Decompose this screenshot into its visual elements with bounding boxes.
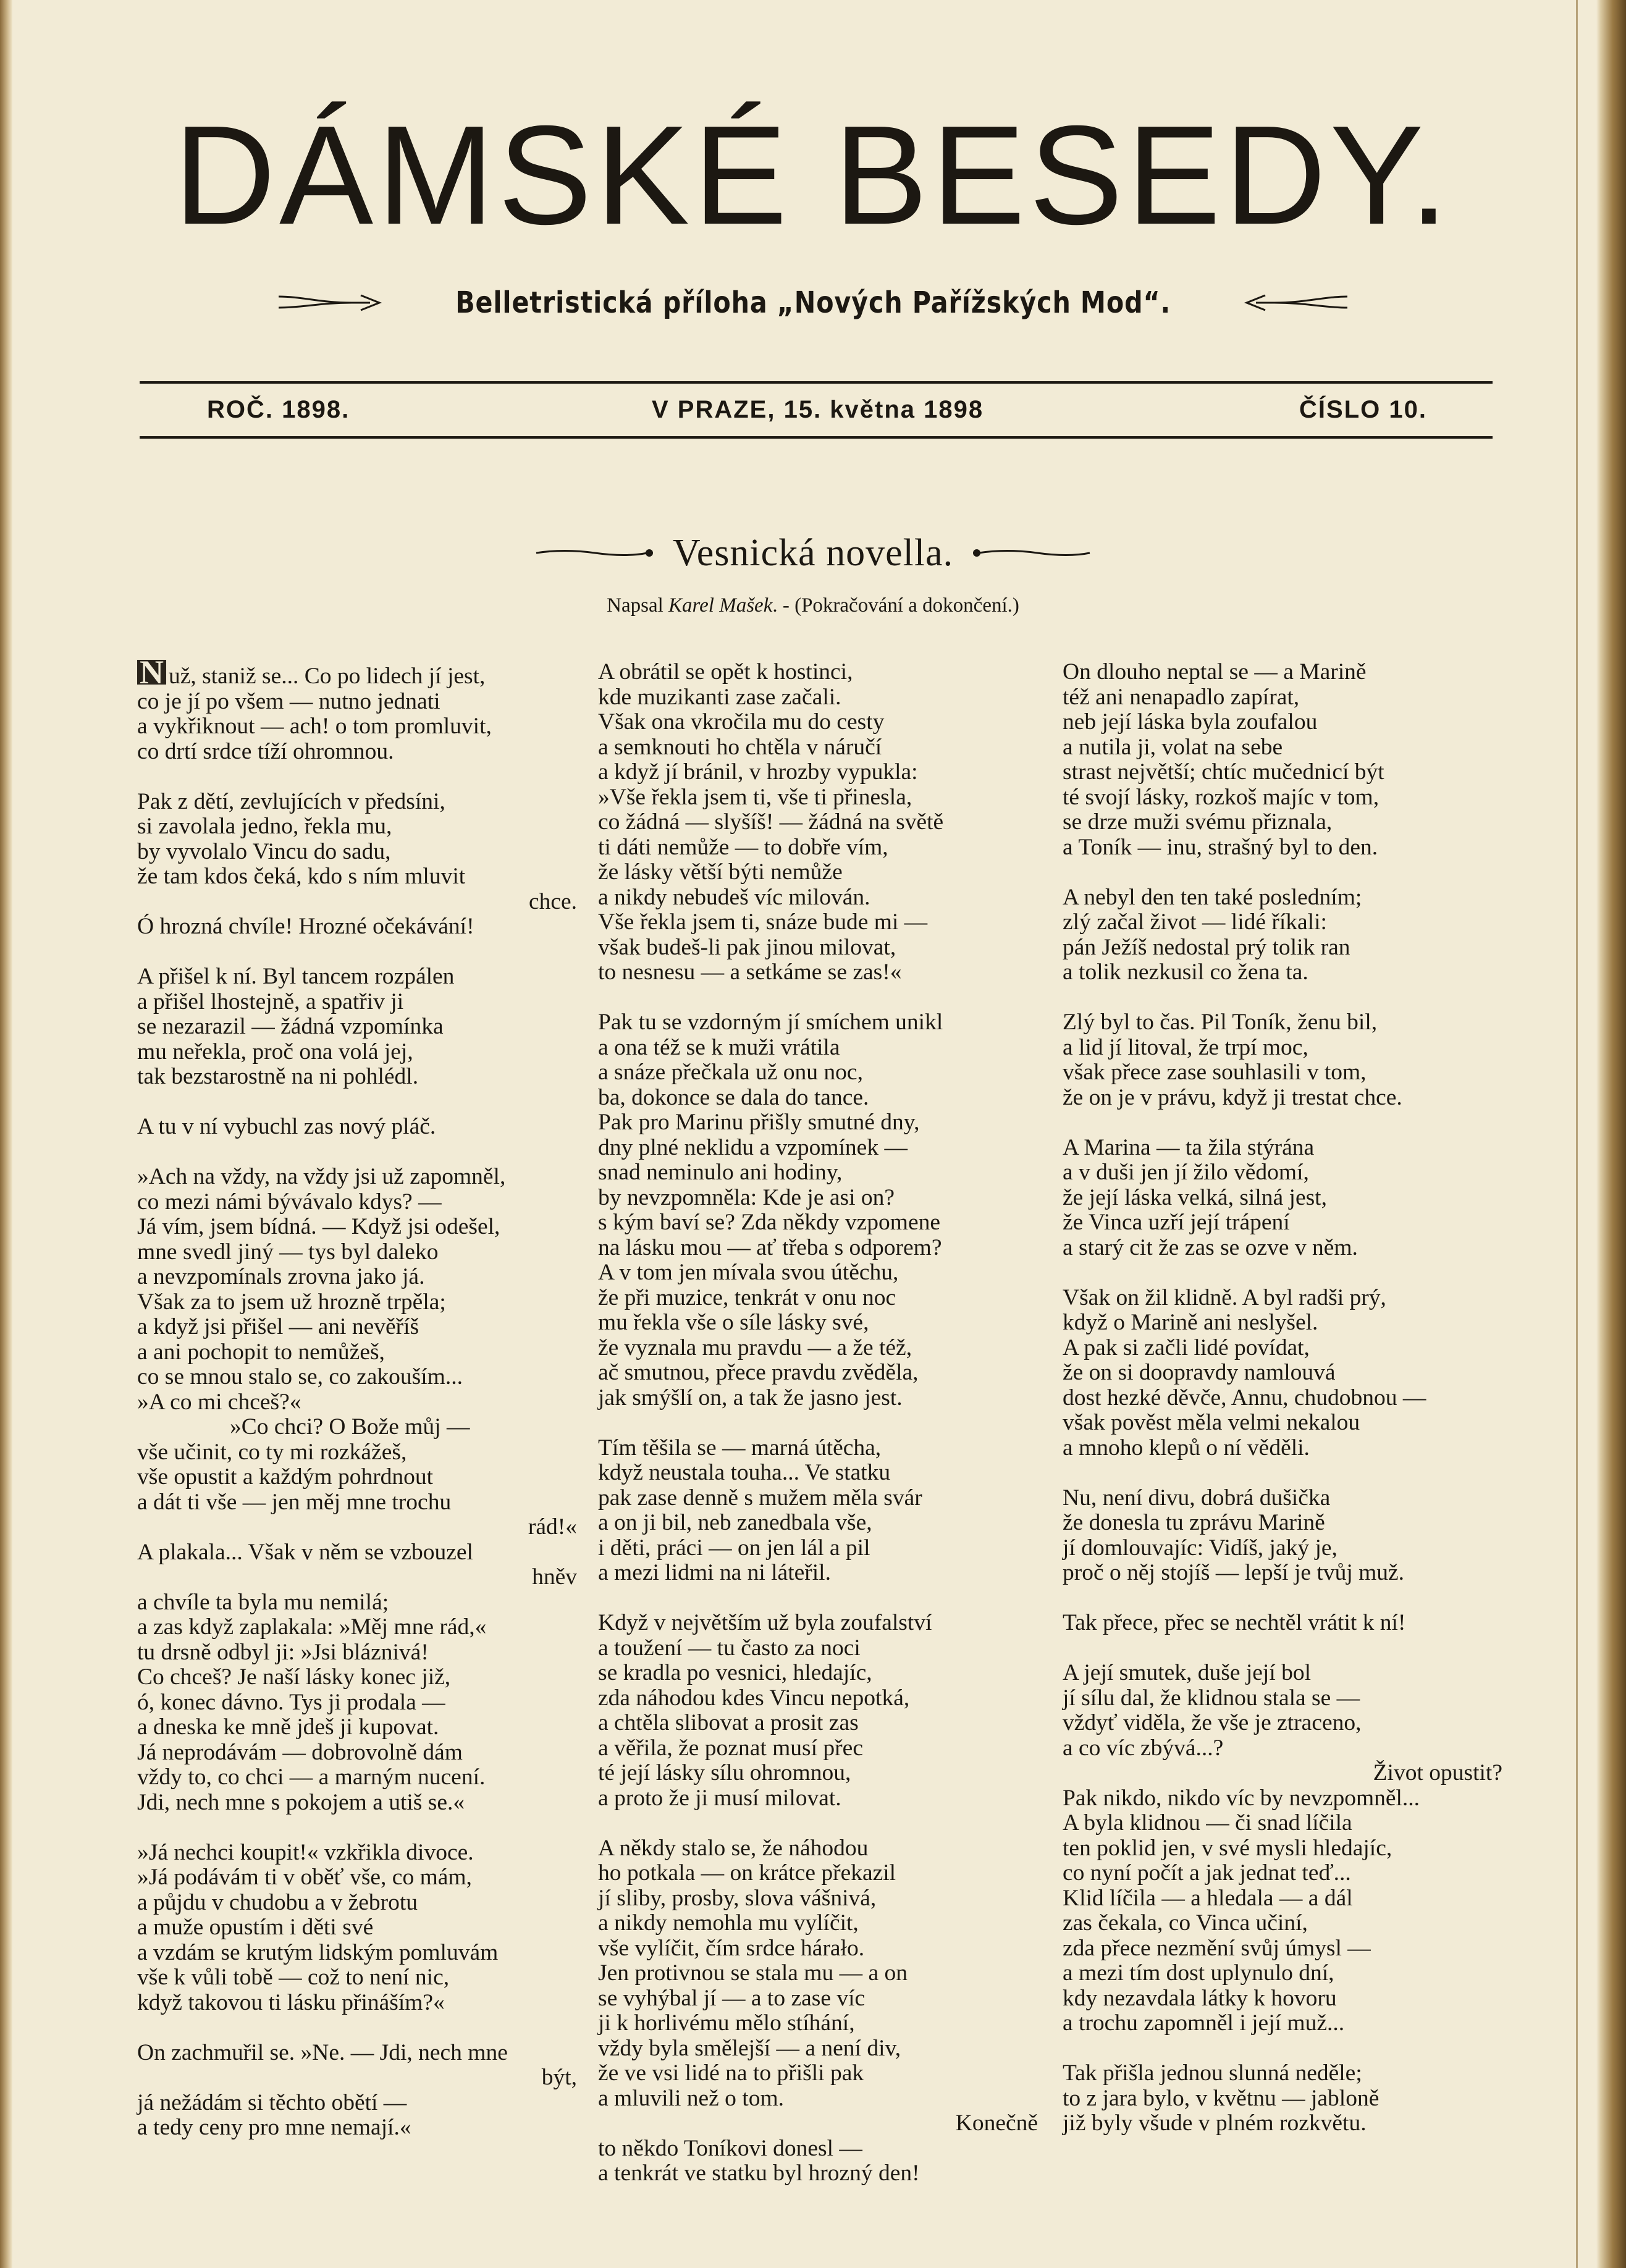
verse-line: že on je v právu, když ji trestat chce. <box>1063 1084 1402 1110</box>
masthead-year: ROČ. 1898. <box>207 396 350 423</box>
text-column-2 <box>598 660 1055 2186</box>
verse-line: být, <box>541 2065 577 2090</box>
verse-line: neb její láska byla zoufalou <box>1063 709 1318 735</box>
verse-line: Však za to jsem už hrozně trpěla; <box>137 1289 446 1315</box>
verse-line: a ani pochopit to nemůžeš, <box>137 1339 385 1365</box>
verse-line: že donesla tu zprávu Marině <box>1063 1510 1325 1535</box>
verse-line: A plakala... Však v něm se vzbouzel <box>137 1539 473 1565</box>
subtitle: Belletristická příloha „Nových Pařížských Mod“. <box>455 285 1171 320</box>
verse-line: že tam kdos čeká, kdo s ním mluvit <box>137 864 466 889</box>
verse-line: Však ona vkročila mu do cesty <box>598 709 885 735</box>
verse-line: a nevzpomínals zrovna jako já. <box>137 1264 425 1289</box>
verse-line: Však on žil klidně. A byl radši prý, <box>1063 1284 1386 1310</box>
verse-line: A pak si začli lidé povídat, <box>1063 1334 1310 1360</box>
byline <box>0 594 1626 617</box>
verse-line: co je jí po všem — nutno jednati <box>137 688 440 714</box>
verse-line: vždy byla smělejší — a není div, <box>598 2035 901 2061</box>
verse-line: ti dáti nemůže — to dobře vím, <box>598 834 888 860</box>
verse-line: si zavolala jedno, řekla mu, <box>137 814 392 839</box>
verse-line: zlý začal život — lidé říkali: <box>1063 909 1327 935</box>
verse-line: a chvíle ta byla mu nemilá; <box>137 1589 389 1615</box>
verse-line: a semknouti ho chtěla v náručí <box>598 734 882 760</box>
page-title: DÁMSKÉ BESEDY. <box>174 97 1452 254</box>
verse-line: že lásky větší býti nemůže <box>598 859 843 885</box>
verse-line: Klid líčila — a hledala — a dál <box>1063 1885 1353 1911</box>
verse-line: když neustala touha... Ve statku <box>598 1460 891 1485</box>
page-edge-left <box>0 0 12 2268</box>
drop-cap: N <box>137 660 166 685</box>
verse-line: vše opustit a každým pohrdnout <box>137 1464 434 1490</box>
verse-line: té svojí lásky, rozkoš majíc v tom, <box>1063 784 1380 810</box>
byline-prefix: Napsal <box>607 594 663 617</box>
verse-line: i děti, práci — on jen lál a pil <box>598 1535 870 1561</box>
verse-line: vše vylíčit, čím srdce hárało. <box>598 1935 865 1961</box>
verse-line: to někdo Toníkovi donesl — <box>598 2135 862 2161</box>
verse-line: té její lásky sílu ohromnou, <box>598 1760 851 1785</box>
verse-line: a dneska ke mně jdeš ji kupovat. <box>137 1714 439 1740</box>
masthead-place-date: V PRAZE, 15. května 1898 <box>652 396 984 423</box>
verse-line: a věřila, že poznat musí přec <box>598 1735 863 1761</box>
verse-line: že při muzice, tenkrát v onu noc <box>598 1284 896 1310</box>
verse-line: a nikdy nemohla mu vylíčit, <box>598 1910 859 1936</box>
verse-line: tu drsně odbyl ji: »Jsi bláznivá! <box>137 1639 429 1665</box>
stanza-gap <box>1063 1461 1520 1486</box>
verse-line: jí domlouvajíc: Vidíš, jaký je, <box>1063 1535 1337 1561</box>
verse-line: jí sílu dal, že klidnou stala se — <box>1063 1685 1360 1711</box>
verse-line: dost hezké děvče, Annu, chudobnou — <box>1063 1385 1426 1410</box>
article-heading <box>0 528 1626 578</box>
verse-line: a zas když zaplakala: »Měj mne rád,« <box>137 1614 487 1640</box>
verse-line: Vše řekla jsem ti, snáze bude mi — <box>598 909 928 935</box>
verse-line: a vzdám se krutým lidským pomluvám <box>137 1939 499 1965</box>
verse-line: A přišel k ní. Byl tancem rozpálen <box>137 964 455 989</box>
verse-line: A Marina — ta žila stýrána <box>1063 1134 1315 1160</box>
verse-line: zda přece nezmění svůj úmysl — <box>1063 1935 1371 1961</box>
verse-line: a vykřiknout — ach! o tom promluvit, <box>137 714 492 739</box>
verse-line: ten poklid jen, v své mysli hledajíc, <box>1063 1835 1392 1861</box>
verse-line: »Ach na vždy, na vždy jsi už zapomněl, <box>137 1164 506 1189</box>
stanza-gap <box>137 940 594 965</box>
verse-line: mu řekla vše o síle lásky své, <box>598 1310 869 1335</box>
masthead-issue: ČÍSLO 10. <box>1299 396 1427 423</box>
verse-line: však budeš-li pak jinou milovat, <box>598 934 896 960</box>
verse-line: když takovou ti lásku přináším?« <box>137 1989 445 2015</box>
masthead-rule-top <box>140 381 1493 384</box>
verse-line: tak bezstarostně na ni pohlédl. <box>137 1064 419 1089</box>
verse-line: já nežádám si těchto obětí — <box>137 2089 407 2115</box>
verse-line: mne svedl jiný — tys byl daleko <box>137 1239 439 1265</box>
text-column-3 <box>1063 660 1520 2136</box>
verse-line: a nikdy nebudeš víc milován. <box>598 884 870 910</box>
verse-line: On zachmuřil se. »Ne. — Jdi, nech mne <box>137 2039 508 2065</box>
verse-line: Konečně <box>955 2110 1038 2136</box>
verse-line: a když jí bránil, v hrozby vypukla: <box>598 759 918 785</box>
verse-line: a snáze přečkala už onu noc, <box>598 1060 863 1085</box>
verse-line: chce. <box>528 888 577 914</box>
ornament-left-icon <box>533 544 657 562</box>
verse-line: a dát ti vše — jen měj mne trochu <box>137 1489 452 1515</box>
stanza-gap <box>137 1815 594 1840</box>
verse-line: A v tom jen mívala svou útěchu, <box>598 1260 899 1285</box>
verse-line: by nevzpomněla: Kde je asi on? <box>598 1184 895 1210</box>
verse-line: a přišel lhostejně, a spatřiv ji <box>137 989 404 1014</box>
verse-line: co nyní počít a jak jednat teď... <box>1063 1860 1351 1886</box>
verse-line: Pak pro Marinu přišly smutné dny, <box>598 1110 920 1135</box>
text-column-1 <box>137 654 594 2141</box>
arrow-right-icon <box>277 289 382 316</box>
stanza-gap <box>1063 2036 1520 2062</box>
byline-suffix: . - (Pokračování a dokončení.) <box>772 594 1019 617</box>
verse-line: snad neminulo ani hodiny, <box>598 1160 843 1185</box>
verse-line: ač smutnou, přece pravdu zvěděla, <box>598 1360 919 1385</box>
byline-author: Karel Mašek <box>668 594 773 617</box>
verse-line: »Co chci? O Bože můj — <box>230 1414 470 1440</box>
verse-line: to nesnesu — a setkáme se zas!« <box>598 959 902 985</box>
verse-line: pak zase denně s mužem měla svár <box>598 1485 922 1511</box>
verse-line: by vyvolalo Vincu do sadu, <box>137 838 391 864</box>
verse-line: se kradla po vesnici, hledajíc, <box>598 1660 872 1685</box>
verse-line: zda náhodou kdes Vincu nepotká, <box>598 1685 910 1711</box>
verse-line: a trochu zapomněl i její muž... <box>1063 2010 1345 2036</box>
verse-line: a on ji bil, neb zanedbala vše, <box>598 1510 872 1535</box>
verse-line: a co víc zbývá...? <box>1063 1735 1224 1761</box>
stanza-gap <box>1063 1110 1520 1136</box>
verse-line: však pověst měla velmi nekalou <box>1063 1410 1360 1435</box>
verse-line: co se mnou stalo se, co zakouším... <box>137 1364 463 1389</box>
stanza-gap <box>598 985 1055 1011</box>
page-edge-right <box>1596 0 1626 2268</box>
stanza-gap <box>598 1811 1055 1836</box>
article-title: Vesnická novella. <box>672 531 954 574</box>
verse-line: a lid jí litoval, že trpí moc, <box>1063 1034 1308 1060</box>
verse-line: ó, konec dávno. Tys ji prodala — <box>137 1689 445 1715</box>
verse-line: a proto že ji musí milovat. <box>598 1785 841 1811</box>
verse-line: vždyť viděla, že vše je ztraceno, <box>1063 1710 1362 1735</box>
verse-line: »A co mi chceš?« <box>137 1389 301 1415</box>
verse-line: již byly všude v plném rozkvětu. <box>1063 2110 1367 2136</box>
verse-line: a tedy ceny pro mne nemají.« <box>137 2115 411 2140</box>
verse-line: a Toník — inu, strašný byl to den. <box>1063 834 1378 860</box>
verse-line: Tím těšila se — marná útěcha, <box>598 1435 882 1461</box>
verse-line: a když jsi přišel — ani nevěříš <box>137 1314 419 1339</box>
verse-line: a toužení — tu často za noci <box>598 1635 861 1661</box>
verse-line: ji k horlivému mělo stíhání, <box>598 2010 855 2036</box>
stanza-gap <box>137 1140 594 1165</box>
verse-line: se drze muži svému přiznala, <box>1063 809 1333 835</box>
subtitle-row <box>0 281 1626 324</box>
verse-line: Ó hrozná chvíle! Hrozné očekávání! <box>137 914 474 939</box>
verse-line: A její smutek, duše její bol <box>1063 1660 1312 1685</box>
verse-line: Pak nikdo, nikdo víc by nevzpomněl... <box>1063 1785 1420 1811</box>
verse-line: a mezi tím dost uplynulo dní, <box>1063 1960 1334 1986</box>
verse-line: a půjdu v chudobu a v žebrotu <box>137 1889 418 1915</box>
verse-line: však přece zase souhlasili v tom, <box>1063 1060 1367 1085</box>
verse-line: »Já podávám ti v oběť vše, co mám, <box>137 1865 472 1890</box>
verse-line: že její láska velká, silná jest, <box>1063 1184 1327 1210</box>
verse-line: a mluvili než o tom. <box>598 2085 784 2111</box>
stanza-gap <box>598 1586 1055 1611</box>
verse-line: se nezarazil — žádná vzpomínka <box>137 1014 444 1039</box>
verse-line: Jdi, nech mne s pokojem a utiš se.« <box>137 1789 465 1815</box>
stanza-gap <box>1063 985 1520 1011</box>
first-line <box>137 654 594 691</box>
verse-line: též ani nenapadlo zapírat, <box>1063 684 1300 710</box>
verse-line: jí sliby, prosby, slova vášnivá, <box>598 1885 877 1911</box>
verse-line: a ona též se k muži vrátila <box>598 1034 840 1060</box>
verse-line: Já neprodávám — dobrovolně dám <box>137 1739 463 1765</box>
verse-line: ba, dokonce se dala do tance. <box>598 1084 869 1110</box>
verse-line: A někdy stalo se, že náhodou <box>598 1835 869 1861</box>
verse-line: co drtí srdce tíží ohromnou. <box>137 738 394 764</box>
verse-line: ho potkala — on krátce překazil <box>598 1860 896 1886</box>
verse-line: »Já nechci koupit!« vzkřikla divoce. <box>137 1839 474 1865</box>
verse-line: a muže opustím i děti své <box>137 1915 374 1940</box>
verse-line: a tenkrát ve statku byl hrozný den! <box>598 2161 920 2186</box>
verse-line: A byla klidnou — či snad líčila <box>1063 1810 1352 1836</box>
masthead-rule-bottom <box>140 436 1493 439</box>
verse-line: Pak z dětí, zevlujících v předsíni, <box>137 788 445 814</box>
stanza-gap <box>598 1410 1055 1436</box>
verse-line: mu neřekla, proč ona volá jej, <box>137 1039 413 1064</box>
verse-line: že on si doopravdy namlouvá <box>1063 1360 1336 1385</box>
verse-line: a mezi lidmi na ni láteřil. <box>598 1560 831 1585</box>
verse-line: co žádná — slyšíš! — žádná na světě <box>598 809 944 835</box>
verse-line: rád!« <box>528 1514 577 1540</box>
verse-line: a mnoho klepů o ní věděli. <box>1063 1435 1310 1461</box>
verse-line: vše k vůli tobě — což to není nic, <box>137 1965 450 1990</box>
stanza-gap <box>137 1090 594 1115</box>
verse-line: na lásku mou — ať třeba s odporem? <box>598 1234 942 1260</box>
verse-line: A nebyl den ten také posledním; <box>1063 884 1362 910</box>
verse-line: On dlouho neptal se — a Marině <box>1063 659 1367 685</box>
verse-line: jak smýšlí on, a tak že jasno jest. <box>598 1385 903 1410</box>
stanza-gap <box>1063 860 1520 885</box>
stanza-gap <box>1063 1260 1520 1286</box>
verse-line: když o Marině ani neslyšel. <box>1063 1310 1318 1335</box>
verse-line: Pak tu se vzdorným jí smíchem unikl <box>598 1010 943 1035</box>
first-line-text: už, staniž se... Co po lidech jí jest, <box>169 664 486 689</box>
verse-line: A tu v ní vybuchl zas nový pláč. <box>137 1114 436 1139</box>
verse-line: kde muzikanti zase začali. <box>598 684 841 710</box>
verse-line: a starý cit že zas se ozve v něm. <box>1063 1234 1358 1260</box>
verse-line: se vyhýbal jí — a to zase víc <box>598 1985 866 2011</box>
stanza-gap <box>1063 1636 1520 1661</box>
stanza-gap <box>1063 1586 1520 1611</box>
verse-line: Když v největším už byla zoufalství <box>598 1610 932 1635</box>
verse-line: Co chceš? Je naší lásky konec již, <box>137 1664 451 1690</box>
verse-line: že Vinca uzří její trápení <box>1063 1210 1290 1235</box>
verse-line: že ve vsi lidé na to přišli pak <box>598 2060 864 2086</box>
verse-line: »Vše řekla jsem ti, vše ti přinesla, <box>598 784 912 810</box>
verse-line: zas čekala, co Vinca učiní, <box>1063 1910 1308 1936</box>
verse-line: vždy to, co chci — a marným nucení. <box>137 1764 486 1790</box>
verse-line: strast největší; chtíc mučednicí být <box>1063 759 1384 785</box>
stanza-gap <box>137 764 594 790</box>
verse-line: kdy nezavdala látky k hovoru <box>1063 1985 1337 2011</box>
verse-line: Zlý byl to čas. Pil Toník, ženu bil, <box>1063 1010 1378 1035</box>
verse-line: a v duši jen jí žilo vědomí, <box>1063 1160 1309 1185</box>
verse-line: Nu, není divu, dobrá dušička <box>1063 1485 1331 1511</box>
verse-line: a nutila ji, volat na sebe <box>1063 734 1283 760</box>
verse-line: Já vím, jsem bídná. — Když jsi odešel, <box>137 1214 500 1239</box>
verse-line: hněv <box>532 1564 577 1590</box>
arrow-left-icon <box>1244 289 1349 316</box>
verse-line: pán Ježíš nedostal prý tolik ran <box>1063 934 1350 960</box>
verse-line: proč o něj stojíš — lepší je tvůj muž. <box>1063 1560 1405 1585</box>
ornament-right-icon <box>969 544 1093 562</box>
verse-line: vše učinit, co ty mi rozkážeš, <box>137 1439 407 1465</box>
verse-line: že vyznala mu pravdu — a že též, <box>598 1334 912 1360</box>
verse-line: dny plné neklidu a vzpomínek — <box>598 1134 908 1160</box>
binding-line <box>1576 0 1578 2268</box>
verse-line: s kým baví se? Zda někdy vzpomene <box>598 1210 941 1235</box>
verse-line: a chtěla slibovat a prosit zas <box>598 1710 859 1735</box>
verse-line: A obrátil se opět k hostinci, <box>598 659 853 685</box>
verse-line: Jen protivnou se stala mu — a on <box>598 1960 908 1986</box>
verse-line: co mezi námi bývávalo kdys? — <box>137 1189 442 1215</box>
verse-line: Tak přece, přec se nechtěl vrátit k ní! <box>1063 1610 1406 1635</box>
stanza-gap <box>137 2015 594 2041</box>
verse-line: Život opustit? <box>1373 1760 1502 1785</box>
verse-line: to z jara bylo, v květnu — jabloně <box>1063 2085 1380 2111</box>
verse-line: Tak přišla jednou slunná neděle; <box>1063 2060 1362 2086</box>
verse-line: a tolik nezkusil co žena ta. <box>1063 959 1308 985</box>
